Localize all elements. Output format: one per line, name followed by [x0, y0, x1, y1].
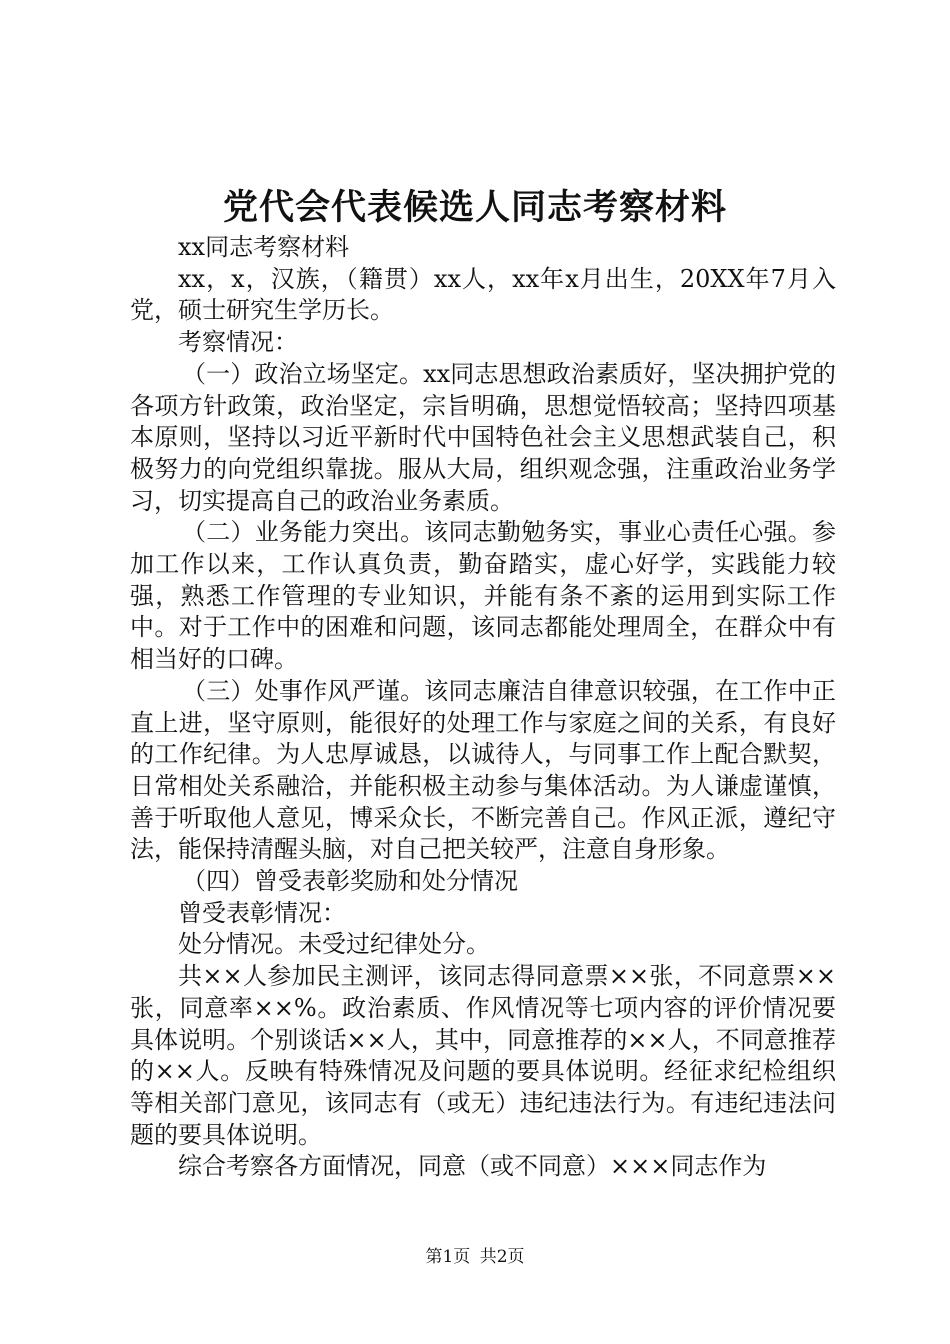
paragraph-inspection-heading: 考察情况： [178, 328, 298, 357]
paragraph-subtitle: xx同志考察材料 [178, 233, 350, 261]
paragraph-discipline: 处分情况。未受过纪律处分。 [178, 930, 490, 959]
page-footer [0, 1245, 950, 1269]
page-number: 第1页 [425, 1247, 471, 1267]
paragraph-awards: 曾受表彰情况： [178, 898, 346, 927]
document-body [130, 232, 836, 1183]
paragraph-political-stance: （一）政治立场坚定。xx同志思想政治素质好，坚决拥护党的各项方针政策，政治坚定，宗旨明确，思想觉悟较高；坚持四项基本原则，坚持以习近平新时代中国特色社会主义思想武装自己，积极努力的向党组织靠拢。服从大局，组织观念强，注重政治业务学习，切实提高自己的政治业务素质。 [130, 359, 836, 515]
paragraph-work-ability: （二）业务能力突出。该同志勤勉务实，事业心责任心强。参加工作以来，工作认真负责，勤奋踏实，虚心好学，实践能力较强，熟悉工作管理的专业知识，并能有条不紊的运用到实际工作中。对于工作中的困难和问题，该同志都能处理周全，在群众中有相当好的口碑。 [130, 518, 836, 674]
paragraph-evaluation: 共××人参加民主测评，该同志得同意票××张，不同意票××张，同意率××%。政治素质、作风情况等七项内容的评价情况要具体说明。个别谈话××人，其中，同意推荐的××人，不同意推荐的××人。反映有特殊情况及问题的要具体说明。经征求纪检组织等相关部门意见，该同志有（或无）违纪违法行为。有违纪违法问题的要具体说明。 [130, 962, 836, 1149]
paragraph-basic-info: xx，x，汉族，（籍贯）xx人，xx年x月出生，20XX年7月入党，硕士研究生学历长。 [130, 264, 836, 325]
paragraph-work-style: （三）处事作风严谨。该同志廉洁自律意识较强，在工作中正直上进，坚守原则，能很好的处理工作与家庭之间的关系，有良好的工作纪律。为人忠厚诚恳，以诚待人，与同事工作上配合默契，日常相处关系融洽，并能积极主动参与集体活动。为人谦虚谨慎，善于听取他人意见，博采众长，不断完善自己。作风正派，遵纪守法，能保持清醒头脑，对自己把关较严，注意自身形象。 [130, 676, 836, 864]
paragraph-awards-heading: （四）曾受表彰奖励和处分情况 [182, 867, 518, 896]
document-title: 党代会代表候选人同志考察材料 [222, 187, 727, 228]
paragraph-conclusion: 综合考察各方面情况，同意（或不同意）×××同志作为 [178, 1152, 767, 1181]
page-total: 共2页 [479, 1247, 525, 1267]
